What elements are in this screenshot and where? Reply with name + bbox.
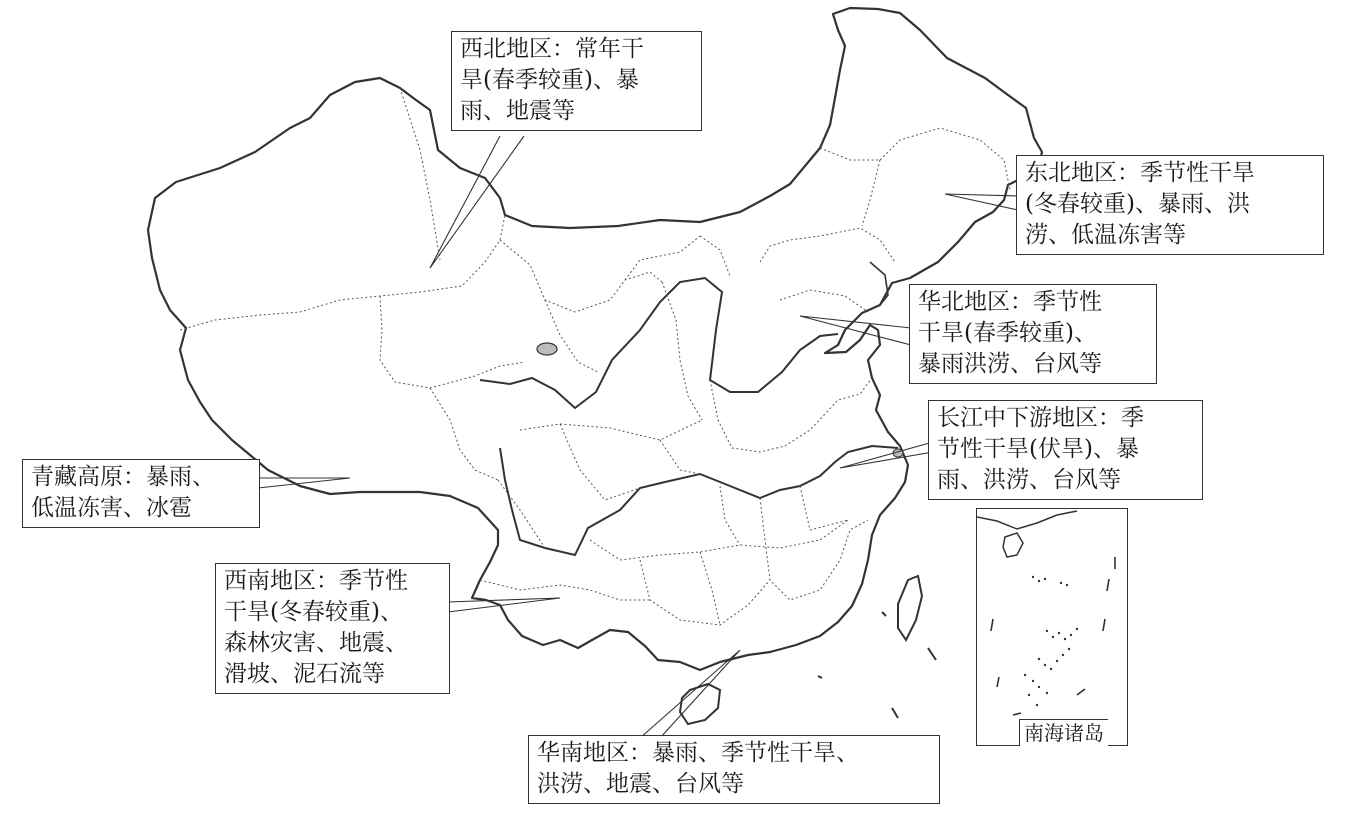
north-line-2: 干旱(春季较重)、 [918, 320, 1097, 346]
label-northwest [451, 31, 702, 131]
south-line-1: 华南地区：暴雨、季节性干旱、 [537, 740, 859, 766]
inset-hainan [1003, 533, 1023, 557]
northeast-line-2: (冬春较重)、暴雨、洪 [1025, 191, 1250, 217]
northeast-line-1: 东北地区：季节性干旱 [1025, 160, 1255, 186]
tibet-line-1: 青藏高原：暴雨、 [31, 464, 215, 490]
inset-coast [977, 511, 1077, 529]
hainan-island [680, 684, 720, 724]
label-yangtze [928, 400, 1203, 500]
label-southwest [215, 563, 450, 694]
southwest-line-2: 干旱(冬春较重)、 [224, 599, 403, 625]
northeast-line-3: 涝、低温冻害等 [1025, 222, 1186, 248]
northwest-line-2: 旱(春季较重)、暴 [460, 67, 639, 93]
label-northeast [1016, 155, 1324, 255]
north-line-3: 暴雨洪涝、台风等 [918, 351, 1102, 377]
yangtze-line-3: 雨、洪涝、台风等 [937, 467, 1121, 493]
tibet-line-2: 低温冻害、冰雹 [31, 495, 192, 521]
south-line-2: 洪涝、地震、台风等 [537, 771, 744, 797]
label-north-china [909, 284, 1157, 384]
north-line-1: 华北地区：季节性 [918, 289, 1102, 315]
label-tibet [22, 459, 260, 528]
southwest-line-1: 西南地区：季节性 [224, 568, 408, 594]
taiwan-island [898, 576, 922, 640]
southwest-line-4: 滑坡、泥石流等 [224, 661, 385, 687]
south-china-sea-inset [976, 508, 1128, 746]
yangtze-line-2: 节性干旱(伏旱)、暴 [937, 436, 1139, 462]
inset-map [977, 509, 1129, 747]
northwest-line-1: 西北地区：常年干 [460, 36, 644, 62]
yangtze-line-1: 长江中下游地区：季 [937, 405, 1144, 431]
coastal-islets [818, 612, 936, 718]
northwest-line-3: 雨、地震等 [460, 98, 575, 124]
label-south-china [528, 735, 940, 804]
inset-label: 南海诸岛 [1019, 719, 1108, 746]
inset-islands [1024, 576, 1078, 706]
southwest-line-3: 森林灾害、地震、 [224, 630, 408, 656]
qinghai-lake [537, 343, 557, 355]
